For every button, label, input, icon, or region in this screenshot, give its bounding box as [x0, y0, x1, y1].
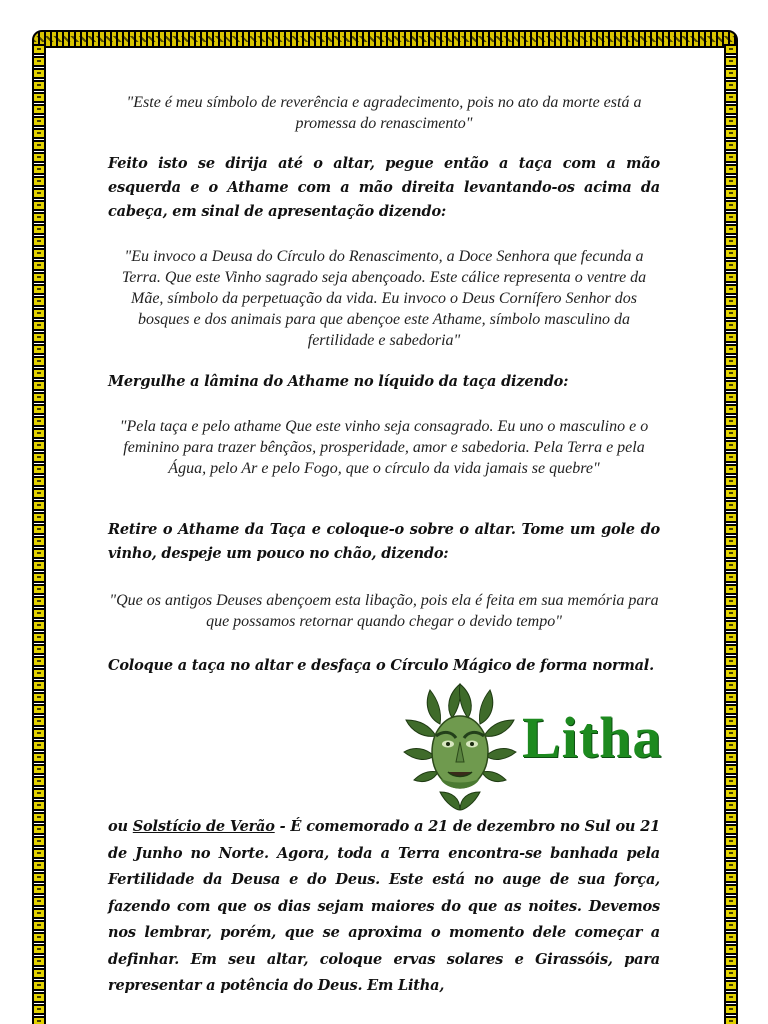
instruction-close-circle: Coloque a taça no altar e desfaça o Círculo Mágico de forma normal.	[108, 657, 654, 674]
instruction-dip-athame: Mergulhe a lâmina do Athame no líquido da taça dizendo:	[108, 373, 569, 390]
border-top	[32, 30, 738, 48]
instruction-raise-tools: Feito isto se dirija até o altar, pegue então a taça com a mão esquerda e o Athame com a mão direita levantando-os acima da cabeça, em sinal de apresentação dizendo:	[108, 155, 660, 220]
body-prefix: ou	[108, 818, 133, 835]
litha-heading	[400, 680, 670, 812]
border-right	[724, 44, 738, 1024]
body-rest: - É comemorado a 21 de dezembro no Sul ou 21 de Junho no Norte. Agora, toda a Terra encontra-se banhada pela Fertilidade da Deusa e do Deus. Este está no auge de sua força, fazendo com que os dias sejam maiores do que as noites. Devemos nos lembrar, porém, que se aproxima o momento dele começar a definhar. Em seu altar, coloque ervas solares e Girassóis, para representar a potência do Deus. Em Litha,	[108, 818, 660, 994]
body-paragraph	[108, 814, 660, 1000]
quote-invocation: "Eu invoco a Deusa do Círculo do Renascimento, a Doce Senhora que fecunda a Terra. Que este Vinho sagrado seja abençoado. Este cálice representa o ventre da Mãe, símbolo da perpetuação da vida. Eu invoco o Deus Cornífero Senhor dos bosques e dos animais para que abençoe este Athame, símbolo masculino da fertilidade e sabedoria"	[121, 248, 647, 349]
quote-consecration: "Pela taça e pelo athame Que este vinho seja consagrado. Eu uno o masculino e o feminino para trazer bênçãos, prosperidade, amor e sabedoria. Pela Terra e pela Água, pelo Ar e pelo Fogo, que o círculo da vida jamais se quebre"	[119, 418, 649, 477]
green-man-icon	[400, 680, 520, 812]
solstice-link[interactable]: Solstício de Verão	[132, 818, 275, 835]
border-left	[32, 44, 46, 1024]
instruction-libation: Retire o Athame da Taça e coloque-o sobre o altar. Tome um gole do vinho, despeje um pouco no chão, dizendo:	[108, 521, 660, 562]
section-title: Litha	[522, 705, 663, 770]
quote-libation: "Que os antigos Deuses abençoem esta libação, pois ela é feita em sua memória para que possamos retornar quando chegar o devido tempo"	[109, 592, 659, 630]
quote-renascimento: "Este é meu símbolo de reverência e agradecimento, pois no ato da morte está a promessa do renascimento"	[126, 94, 642, 132]
